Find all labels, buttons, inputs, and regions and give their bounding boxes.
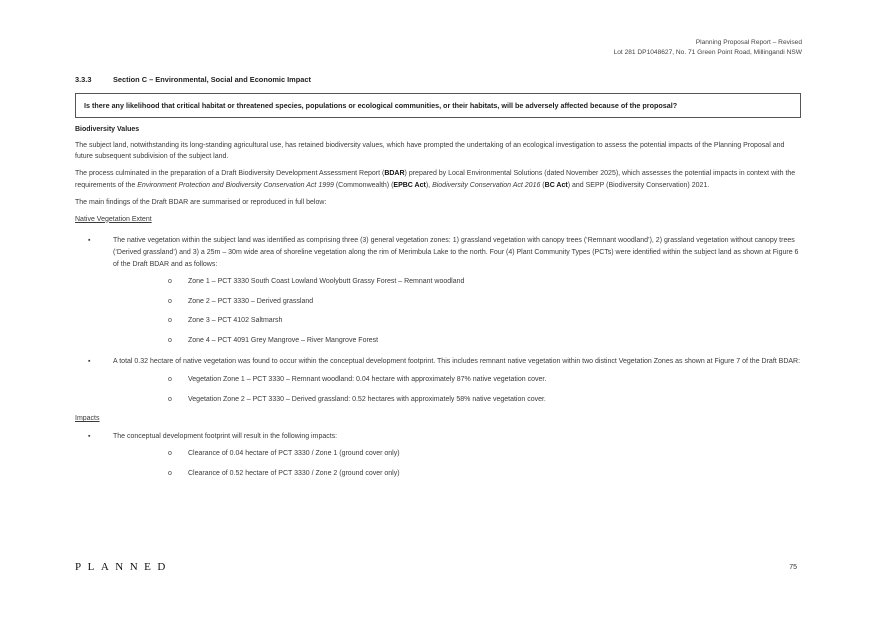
section-number: 3.3.3 [75, 75, 92, 84]
epbc-abbrev: EPBC Act [393, 181, 426, 189]
list-item: o Vegetation Zone 2 – PCT 3330 – Derived grassland: 0.52 hectares with approximately 58% native vegetation cover. [113, 390, 801, 410]
page-header [614, 38, 802, 58]
list-item: o Clearance of 0.52 hectare of PCT 3330 / Zone 2 (ground cover only) [113, 464, 801, 484]
paragraph-bdar-process [75, 168, 801, 191]
native-vegetation-list [75, 235, 801, 409]
biodiversity-heading: Biodiversity Values [75, 126, 140, 133]
section-title: Section C – Environmental, Social and Economic Impact [113, 75, 311, 84]
impact-sub-list [113, 444, 801, 483]
header-report-title: Planning Proposal Report – Revised [695, 39, 802, 46]
epbc-act-title: Environment Protection and Biodiversity Conservation Act 1999 [137, 181, 334, 189]
list-item: o Vegetation Zone 1 – PCT 3330 – Remnant woodland: 0.04 hectare with approximately 87% native vegetation cover. [113, 370, 801, 390]
list-item: o Zone 1 – PCT 3330 South Coast Lowland Woolybutt Grassy Forest – Remnant woodland [113, 272, 801, 292]
paragraph-subject-land: The subject land, notwithstanding its long-standing agricultural use, has retained biodiversity values, which have prompted the undertaking of an ecological investigation to assess the potential impacts of the Planning Proposal and future subsequent subdivision of the subject land. [75, 141, 785, 161]
document-body [75, 124, 801, 490]
list-item: o Clearance of 0.04 hectare of PCT 3330 / Zone 1 (ground cover only) [113, 444, 801, 464]
text-span: (Commonwealth) ( [333, 181, 394, 189]
bdar-abbrev: BDAR [384, 170, 405, 178]
bullet-text: ▪ The native vegetation within the subject land was identified as comprising three (3) general vegetation zones: 1) grassland vegetation with canopy trees (‘Remnant woodland’), 2) grassland vegetation without canopy trees (‘Derived grassland’) and 3) a 25m – 30m wide area of shoreline vegetation along the rim of Merimbula Lake to the north. Four (4) Plant Community Types (PCTs) were identified within the subject land as shown at Figure 6 of the Draft BDAR and as follows: [113, 237, 799, 268]
bullet-text: ▪ The conceptual development footprint will result in the following impacts: [113, 432, 338, 440]
list-item [75, 431, 801, 484]
vegetation-zone-list [113, 370, 801, 409]
list-item: o Zone 3 – PCT 4102 Saltmarsh [113, 311, 801, 331]
list-item [75, 235, 801, 350]
native-vegetation-heading: Native Vegetation Extent [75, 215, 152, 223]
text-span: ( [540, 181, 545, 189]
text-span: ), [425, 181, 433, 189]
impacts-heading: Impacts [75, 415, 100, 423]
zone-list [113, 272, 801, 350]
list-item: o Zone 2 – PCT 3330 – Derived grassland [113, 292, 801, 312]
section-heading [75, 75, 311, 84]
question-box: Is there any likelihood that critical habitat or threatened species, populations or ecological communities, or their habitats, will be adversely affected because of the proposal? [75, 93, 801, 118]
list-item: o Zone 4 – PCT 4091 Grey Mangrove – River Mangrove Forest [113, 331, 801, 351]
bullet-text: ▪ A total 0.32 hectare of native vegetation was found to occur within the conceptual development footprint. This includes remnant native vegetation within two distinct Vegetation Zones as shown at Figure 7 of the Draft BDAR: [113, 358, 801, 366]
text-span: The process culminated in the preparation of a Draft Biodiversity Development Assessment Report ( [75, 170, 385, 178]
text-span: ) prepared by Local Environmental Solutions (dated November 2025), which assesses the potential impacts in context with the requirements of the [75, 170, 796, 189]
paragraph-main-findings: The main findings of the Draft BDAR are summarised or reproduced in full below: [75, 198, 327, 206]
text-span: ) and SEPP (Biodiversity Conservation) 2021. [567, 181, 710, 189]
list-item [75, 356, 801, 409]
planned-logo: PLANNED [75, 561, 172, 573]
bc-abbrev: BC Act [544, 181, 568, 189]
bc-act-title: Biodiversity Conservation Act 2016 [432, 181, 541, 189]
impacts-list [75, 431, 801, 484]
header-site-address: Lot 281 DP1048627, No. 71 Green Point Road, Millingandi NSW [613, 49, 802, 56]
page-number: 75 [789, 564, 797, 571]
